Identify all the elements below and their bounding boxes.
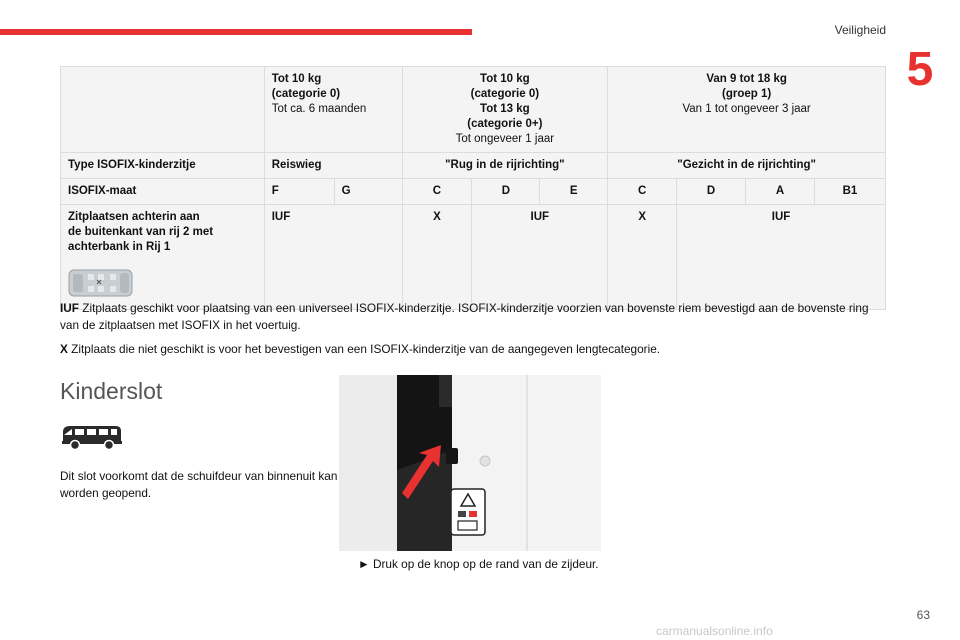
table-cell: E xyxy=(540,179,608,205)
table-cell: F xyxy=(264,179,334,205)
section-title: Veiligheid xyxy=(834,23,886,37)
watermark: carmanualsonline.info xyxy=(656,624,773,638)
table-cell: Type ISOFIX-kinderzitje xyxy=(61,153,265,179)
table-cell: X xyxy=(402,205,472,310)
note-text: Zitplaats die niet geschikt is voor het bevestigen van een ISOFIX-kinderzitje van de aangegeven lengtecategorie. xyxy=(71,342,661,356)
note-label: IUF xyxy=(60,301,80,315)
table-cell-seats-label: Zitplaatsen achterin aan de buitenkant van rij 2 met achterbank in Rij 1 xyxy=(61,205,265,310)
chapter-number: 5 xyxy=(906,43,934,96)
table-cell: G xyxy=(334,179,402,205)
table-cell: IUF xyxy=(264,205,402,310)
table-cell-group-0plus: Tot 10 kg (categorie 0) Tot 13 kg (categorie 0+) Tot ongeveer 1 jaar xyxy=(402,67,608,153)
table-cell: IUF xyxy=(472,205,608,310)
note-text: Zitplaats geschikt voor plaatsing van een universeel ISOFIX-kinderzitje. ISOFIX-kinderzitje voorzien van bovenste riem bevestigd aan de bovenste ring van de zitplaatsen met ISOFIX in het voertuig. xyxy=(60,301,869,332)
table-cell: C xyxy=(608,179,677,205)
van-seat-diagram-icon xyxy=(68,267,134,299)
table-row xyxy=(61,153,886,179)
table-cell: Reiswieg xyxy=(264,153,402,179)
sliding-door-child-lock-photo xyxy=(339,375,601,551)
table-row xyxy=(61,67,886,153)
table-cell: D xyxy=(677,179,746,205)
table-cell: ISOFIX-maat xyxy=(61,179,265,205)
table-cell: A xyxy=(746,179,815,205)
note-iuf xyxy=(60,300,880,334)
kinderslot-description: Dit slot voorkomt dat de schuifdeur van binnenuit kan worden geopend. xyxy=(60,469,338,500)
van-icon xyxy=(60,420,124,452)
table-cell: X xyxy=(608,205,677,310)
table-row xyxy=(61,179,886,205)
table-cell: D xyxy=(472,179,540,205)
isofix-table xyxy=(60,66,886,310)
header-accent-bar xyxy=(0,29,472,35)
table-cell-group-1: Van 9 tot 18 kg (groep 1) Van 1 tot ongeveer 3 jaar xyxy=(608,67,886,153)
table-cell: C xyxy=(402,179,472,205)
table-cell: IUF xyxy=(677,205,886,310)
table-cell-group-0: Tot 10 kg (categorie 0) Tot ca. 6 maanden xyxy=(264,67,402,153)
table-row xyxy=(61,205,886,310)
table-cell: B1 xyxy=(814,179,885,205)
table-cell: "Gezicht in de rijrichting" xyxy=(608,153,886,179)
table-cell: "Rug in de rijrichting" xyxy=(402,153,608,179)
note-label: X xyxy=(60,342,68,356)
note-x xyxy=(60,341,880,358)
table-cell-empty xyxy=(61,67,265,153)
page-number: 63 xyxy=(916,608,930,622)
kinderslot-instruction: ► Druk op de knop op de rand van de zijdeur. xyxy=(358,557,599,571)
section-heading: Kinderslot xyxy=(60,378,163,404)
